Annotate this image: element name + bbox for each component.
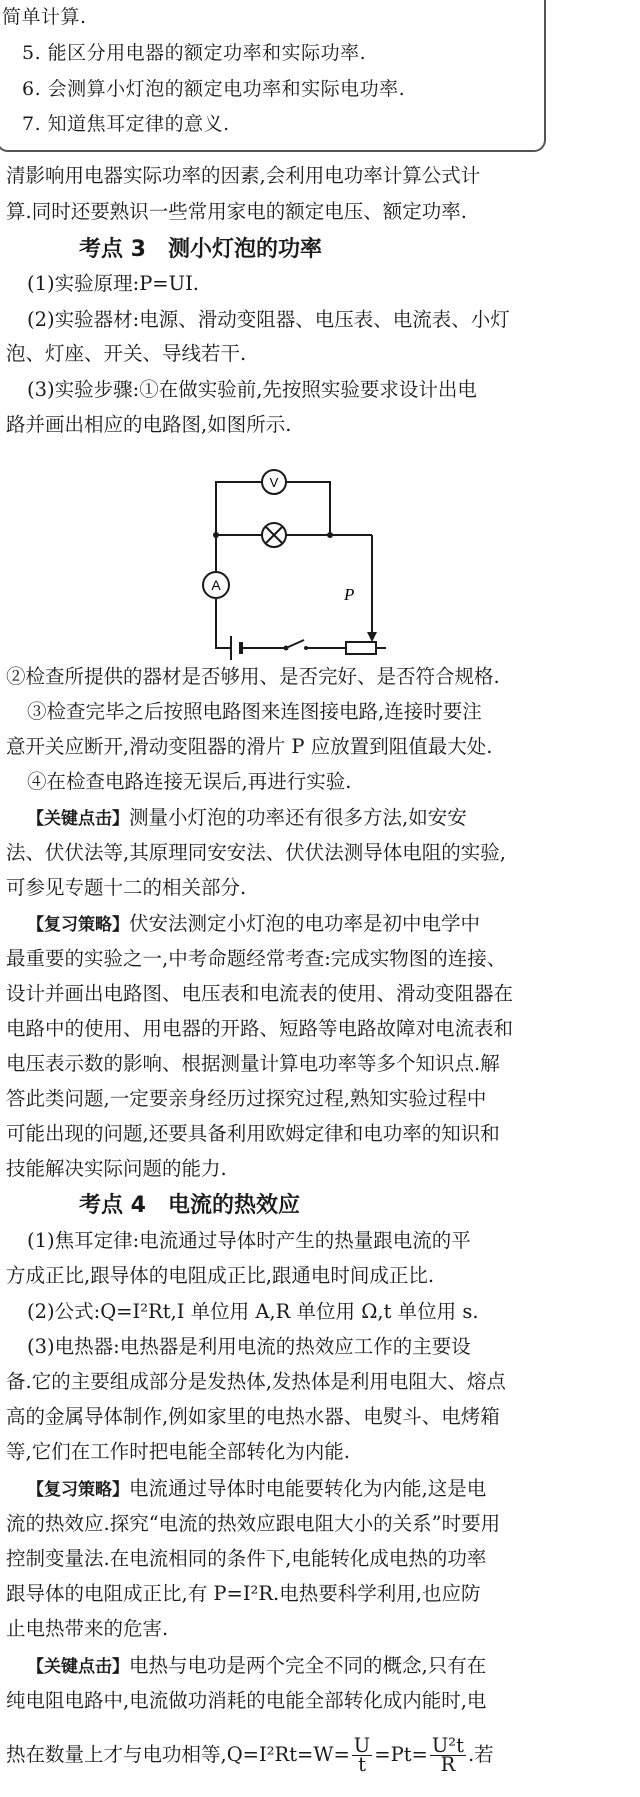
materials-line: 泡、灯座、开关、导线若干. — [6, 342, 247, 365]
step2-line: ②检查所提供的器材是否够用、是否完好、是否符合规格. — [6, 665, 500, 688]
intro-line: 清影响用电器实际功率的因素,会利用电功率计算公式计 — [6, 164, 481, 187]
step4-line: ④在检查电路连接无误后,再进行实验. — [27, 770, 352, 793]
strategy-line: 【复习策略】伏安法测定小灯泡的电功率是初中电学中 — [27, 912, 481, 935]
heater-line: (3)电热器:电热器是利用电流的热效应工作的主要设 — [27, 1335, 471, 1358]
strategy-line: 止电热带来的危害. — [6, 1617, 169, 1640]
fraction-u-over-t: $\frac{U}{t}$ — [353, 1734, 371, 1776]
key-point-line: 【关键点击】测量小灯泡的功率还有很多方法,如安安 — [27, 806, 467, 829]
junction-dot — [213, 532, 219, 538]
strategy-line: 答此类问题,一定要亲身经历过探究过程,熟知实验过程中 — [6, 1087, 487, 1110]
section-title: 电流的热效应 — [167, 1193, 300, 1218]
key-point-line: 法、伏伏法等,其原理同安安法、伏伏法测导体电阻的实验, — [6, 841, 506, 864]
section-heading — [79, 1188, 300, 1219]
junction-dot — [327, 532, 333, 538]
formula-line: (2)公式:Q=I²Rt,I 单位用 A,R 单位用 Ω,t 单位用 s. — [27, 1300, 479, 1323]
ammeter-label: A — [211, 577, 221, 593]
key-point-tag: 【关键点击】 — [27, 809, 129, 829]
objective-item: 5. 能区分用电器的额定功率和实际功率. — [22, 42, 367, 64]
strategy-line: 设计并画出电路图、电压表和电流表的使用、滑动变阻器在 — [6, 982, 514, 1005]
section-heading — [79, 232, 322, 263]
circuit-diagram — [196, 460, 446, 670]
intro-line: 算.同时还要熟识一些常用家电的额定电压、额定功率. — [6, 200, 467, 223]
law-line: (1)焦耳定律:电流通过导体时产生的热量跟电流的平 — [27, 1229, 471, 1252]
strategy-line: 电压表示数的影响、根据测量计算电功率等多个知识点.解 — [6, 1052, 500, 1075]
strategy-line: 最重要的实验之一,中考命题经常考查:完成实物图的连接、 — [6, 947, 507, 970]
key-point-line: 纯电阻电路中,电流做功消耗的电能全部转化成内能时,电 — [6, 1689, 487, 1712]
step3-line: ③检查完毕之后按照电路图来连图接电路,连接时要注 — [27, 700, 482, 723]
fraction-u2t-over-r: $\frac{\text{U²t}}{R}$ — [431, 1734, 464, 1776]
section-label: 考点 3 — [79, 237, 146, 262]
heater-line: 高的金属导体制作,例如家里的电热水器、电熨斗、电烤箱 — [6, 1405, 500, 1428]
key-point-line: 可参见专题十二的相关部分. — [6, 876, 247, 899]
strategy-tag: 【复习策略】 — [27, 915, 129, 935]
section-label: 考点 4 — [79, 1193, 146, 1218]
slider-label: P — [344, 585, 355, 604]
key-point-tag: 【关键点击】 — [27, 1657, 129, 1677]
strategy-line: 跟导体的电阻成正比,有 P=I²R.电热要科学利用,也应防 — [6, 1582, 481, 1605]
heater-line: 等,它们在工作时把电能全部转化为内能. — [6, 1440, 350, 1463]
strategy-line: 控制变量法.在电流相同的条件下,电能转化成电热的功率 — [6, 1547, 487, 1570]
heater-line: 备.它的主要组成部分是发热体,发热体是利用电阻大、熔点 — [6, 1370, 506, 1393]
slider-arrow — [367, 632, 377, 642]
key-point-formula-line: 热在数量上才与电功相等,Q=I²Rt=W= $\frac{U}{t}$ =Pt= $\frac{\text{U²t}}{R}$ .若 — [6, 1734, 494, 1776]
objective-item: 6. 会测算小灯泡的额定电功率和实际电功率. — [22, 78, 406, 100]
steps-line: 路并画出相应的电路图,如图所示. — [6, 413, 292, 436]
steps-line: (3)实验步骤:①在做实验前,先按照实验要求设计出电 — [27, 378, 477, 401]
switch-contact — [304, 646, 308, 650]
strategy-line: 可能出现的问题,还要具备利用欧姆定律和电功率的知识和 — [6, 1122, 500, 1145]
objectives-fragment: 简单计算. — [2, 6, 87, 28]
materials-line: (2)实验器材:电源、滑动变阻器、电压表、电流表、小灯 — [27, 308, 510, 331]
strategy-line: 【复习策略】电流通过导体时电能要转化为内能,这是电 — [27, 1477, 487, 1500]
strategy-line: 电路中的使用、用电器的开路、短路等电路故障对电流表和 — [6, 1017, 514, 1040]
voltmeter-label: V — [269, 475, 279, 490]
law-line: 方成正比,跟导体的电阻成正比,跟通电时间成正比. — [6, 1264, 435, 1287]
section-title: 测小灯泡的功率 — [167, 237, 322, 262]
switch-blade — [286, 640, 304, 648]
principle-line: (1)实验原理:P=UI. — [27, 272, 199, 295]
key-point-line: 【关键点击】电热与电功是两个完全不同的概念,只有在 — [27, 1654, 487, 1677]
objective-item: 7. 知道焦耳定律的意义. — [22, 113, 230, 135]
strategy-tag: 【复习策略】 — [27, 1480, 129, 1500]
strategy-line: 流的热效应.探究“电流的热效应跟电阻大小的关系”时要用 — [6, 1512, 501, 1535]
step3-line: 意开关应断开,滑动变阻器的滑片 P 应放置到阻值最大处. — [6, 735, 493, 758]
strategy-line: 技能解决实际问题的能力. — [6, 1157, 227, 1180]
